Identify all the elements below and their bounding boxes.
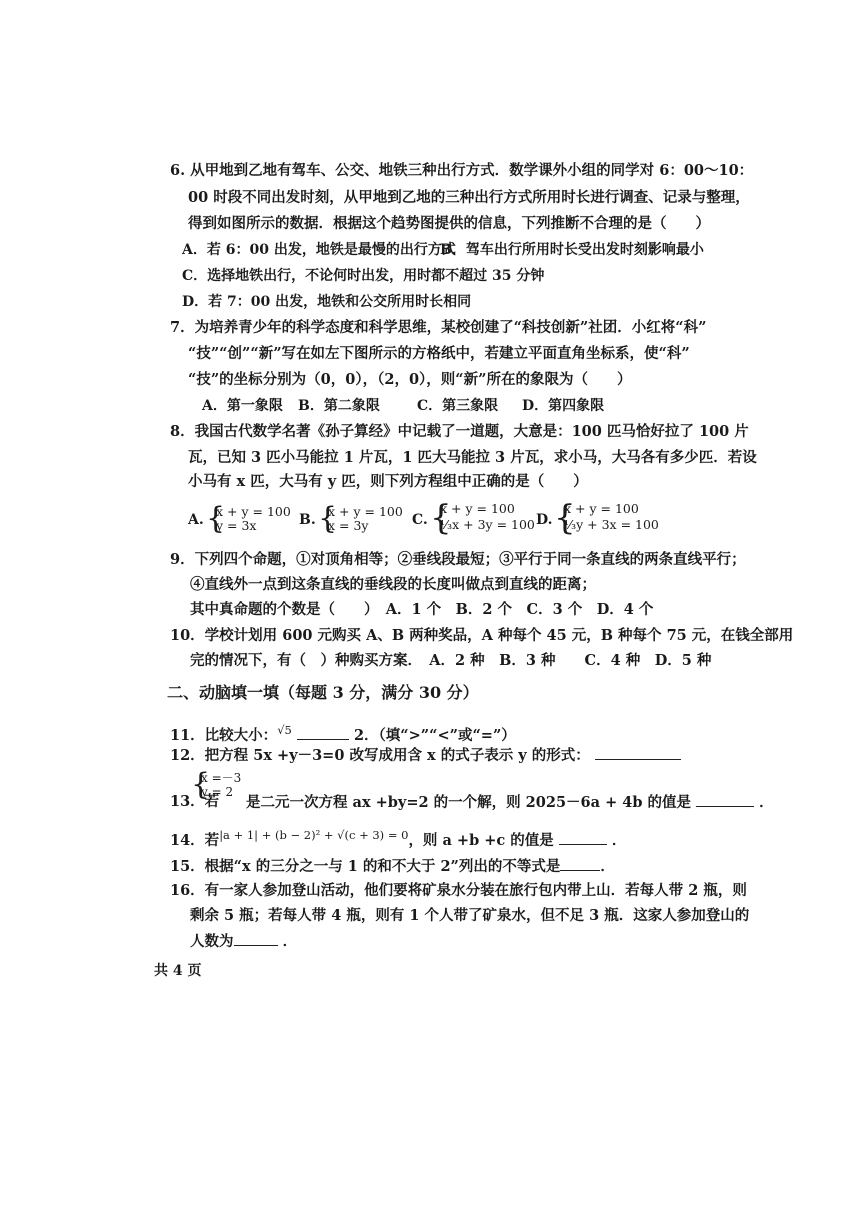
page-footer: 共 4 页 xyxy=(154,963,202,979)
q14-answer-blank[interactable] xyxy=(559,830,607,845)
q13-solution-system: { x =－3 y = 2 xyxy=(191,767,242,802)
q7-option-b: B．第二象限 xyxy=(298,398,380,414)
q13-answer-blank[interactable] xyxy=(696,792,754,807)
q8-option-c-label: C. xyxy=(412,512,428,528)
q16-line1: 16．有一家人参加登山活动，他们要将矿泉水分装在旅行包内带上山．若每人带 2 瓶，则 xyxy=(170,882,747,899)
q9-line1: 9．下列四个命题，①对顶角相等；②垂线段最短；③平行于同一条直线的两条直线平行； xyxy=(170,551,746,568)
q8-option-d-label: D. xyxy=(536,512,553,528)
q8-line1: 8．我国古代数学名著《孙子算经》中记载了一道题，大意是：100 匹马恰好拉了 100 片 xyxy=(170,423,749,440)
q12-answer-blank[interactable] xyxy=(595,745,681,760)
q14-expression: |a + 1| + (b − 2)² + √(c + 3) = 0 xyxy=(219,828,409,842)
q13-eq1: x =－3 xyxy=(201,771,242,785)
q6-options-ab xyxy=(182,240,702,260)
q12 xyxy=(170,745,681,766)
q8-option-b-eq1: x + y = 100 xyxy=(328,504,403,519)
q7-line3: “技”的坐标分别为（0，0），（2，0），则“新”所在的象限为（ ） xyxy=(188,371,632,388)
q14-prefix: 14．若 xyxy=(170,832,220,849)
q11-sqrt: √5 xyxy=(277,723,292,737)
q8-option-d-system: { x + y = 100 ⅓y + 3x = 100 xyxy=(554,498,659,538)
q8-option-b-label: B. xyxy=(299,512,316,528)
q11-middle: 2．（填“>”“<”或“=”） xyxy=(353,726,516,744)
q16-line2: 剩余 5 瓶；若每人带 4 瓶，则有 1 个人带了矿泉水，但不足 3 瓶．这家人参加登山的 xyxy=(190,907,750,924)
q16-answer-blank[interactable] xyxy=(234,931,278,946)
q9-line2: ④直线外一点到这条直线的垂线段的长度叫做点到直线的距离； xyxy=(190,576,596,593)
q15 xyxy=(170,856,615,877)
q6-line1: 6. 从甲地到乙地有驾车、公交、地铁三种出行方式．数学课外小组的同学对 6：00～10： xyxy=(170,162,754,179)
q8-option-a-eq2: y = 3x xyxy=(216,518,257,533)
q6-option-d: D．若 7：00 出发，地铁和公交所用时长相同 xyxy=(182,294,472,310)
q14-end: ． xyxy=(611,832,627,849)
q10-line1: 10．学校计划用 600 元购买 A、B 两种奖品，A 种每个 45 元，B 种每个 75 元，在钱全部用 xyxy=(170,627,794,644)
q16-line3: 人数为 xyxy=(190,933,234,950)
q8-option-a-system: { x + y = 100 y = 3x xyxy=(206,501,291,536)
q8-option-c-system: { x + y = 100 ⅓x + 3y = 100 xyxy=(430,498,535,538)
q12-text: 12．把方程 5x +y－3=0 改写成用含 x 的式子表示 y 的形式： xyxy=(170,747,590,764)
q14-text: ，则 a +b +c 的值是 xyxy=(408,832,554,849)
q6-option-c: C．选择地铁出行，不论何时出发，用时都不超过 35 分钟 xyxy=(182,268,545,284)
q6-option-b: B．驾车出行所用时长受出发时刻影响最小 xyxy=(440,242,704,258)
q15-end: ． xyxy=(600,858,615,875)
q8-line3: 小马有 x 匹，大马有 y 匹，则下列方程组中正确的是（ ） xyxy=(188,473,588,490)
q13-prefix: 13．若 xyxy=(170,793,220,810)
q7-option-d: D．第四象限 xyxy=(522,398,605,414)
q16 xyxy=(190,931,297,952)
section-2-title: 二、动脑填一填（每题 3 分，满分 30 分） xyxy=(167,683,479,702)
q7-options xyxy=(202,396,622,416)
q8-option-a-label: A. xyxy=(188,512,204,528)
q8-option-c-eq1: x + y = 100 xyxy=(440,501,515,516)
q8-option-d-eq1: x + y = 100 xyxy=(564,501,639,516)
q13-end: ． xyxy=(759,794,774,811)
q13-text: 是二元一次方程 ax +by=2 的一个解，则 2025－6a + 4b 的值是 xyxy=(246,794,692,811)
q6-line3: 得到如图所示的数据．根据这个趋势图提供的信息，下列推断不合理的是（ ） xyxy=(188,215,710,232)
q15-answer-blank[interactable] xyxy=(560,856,600,871)
q7-line1: 7．为培养青少年的科学态度和科学思维，某校创建了“科技创新”社团．小红将“科” xyxy=(170,319,707,336)
q8-option-b-system: { x + y = 100 x = 3y xyxy=(318,501,403,536)
q8-option-b-eq2: x = 3y xyxy=(328,518,369,533)
q10-line2: 完的情况下，有（ ）种购买方案． A．2 种 B．3 种 C．4 种 D．5 种 xyxy=(190,652,712,669)
q7-option-c: C．第三象限 xyxy=(417,398,499,414)
q8-option-a-eq1: x + y = 100 xyxy=(216,504,291,519)
q6-option-a: A．若 6：00 出发，地铁是最慢的出行方式 xyxy=(182,242,456,258)
q7-option-a: A．第一象限 xyxy=(202,398,283,414)
q6-line2: 00 时段不同出发时刻，从甲地到乙地的三种出行方式所用时长进行调查、记录与整理， xyxy=(188,189,750,206)
q11 xyxy=(170,720,516,746)
q8-option-c-eq2: ⅓x + 3y = 100 xyxy=(440,517,535,532)
q11-prefix: 11．比较大小： xyxy=(170,726,278,744)
q16-end: ． xyxy=(282,933,298,950)
q15-text: 15．根据“x 的三分之一与 1 的和不大于 2”列出的不等式是 xyxy=(170,858,561,875)
q11-answer-blank[interactable] xyxy=(297,725,349,740)
q9-line3: 其中真命题的个数是（ ） A．1 个 B．2 个 C．3 个 D．4 个 xyxy=(190,601,654,618)
q8-option-d-eq2: ⅓y + 3x = 100 xyxy=(564,517,659,532)
q13-eq2: y = 2 xyxy=(201,785,234,799)
q8-line2: 瓦，已知 3 匹小马能拉 1 片瓦，1 匹大马能拉 3 片瓦，求小马，大马各有多少匹．若设 xyxy=(188,449,757,466)
q7-line2: “技”“创”“新”写在如左下图所示的方格纸中，若建立平面直角坐标系，使“科” xyxy=(188,345,690,362)
q14 xyxy=(170,830,626,851)
q13 xyxy=(246,792,774,813)
